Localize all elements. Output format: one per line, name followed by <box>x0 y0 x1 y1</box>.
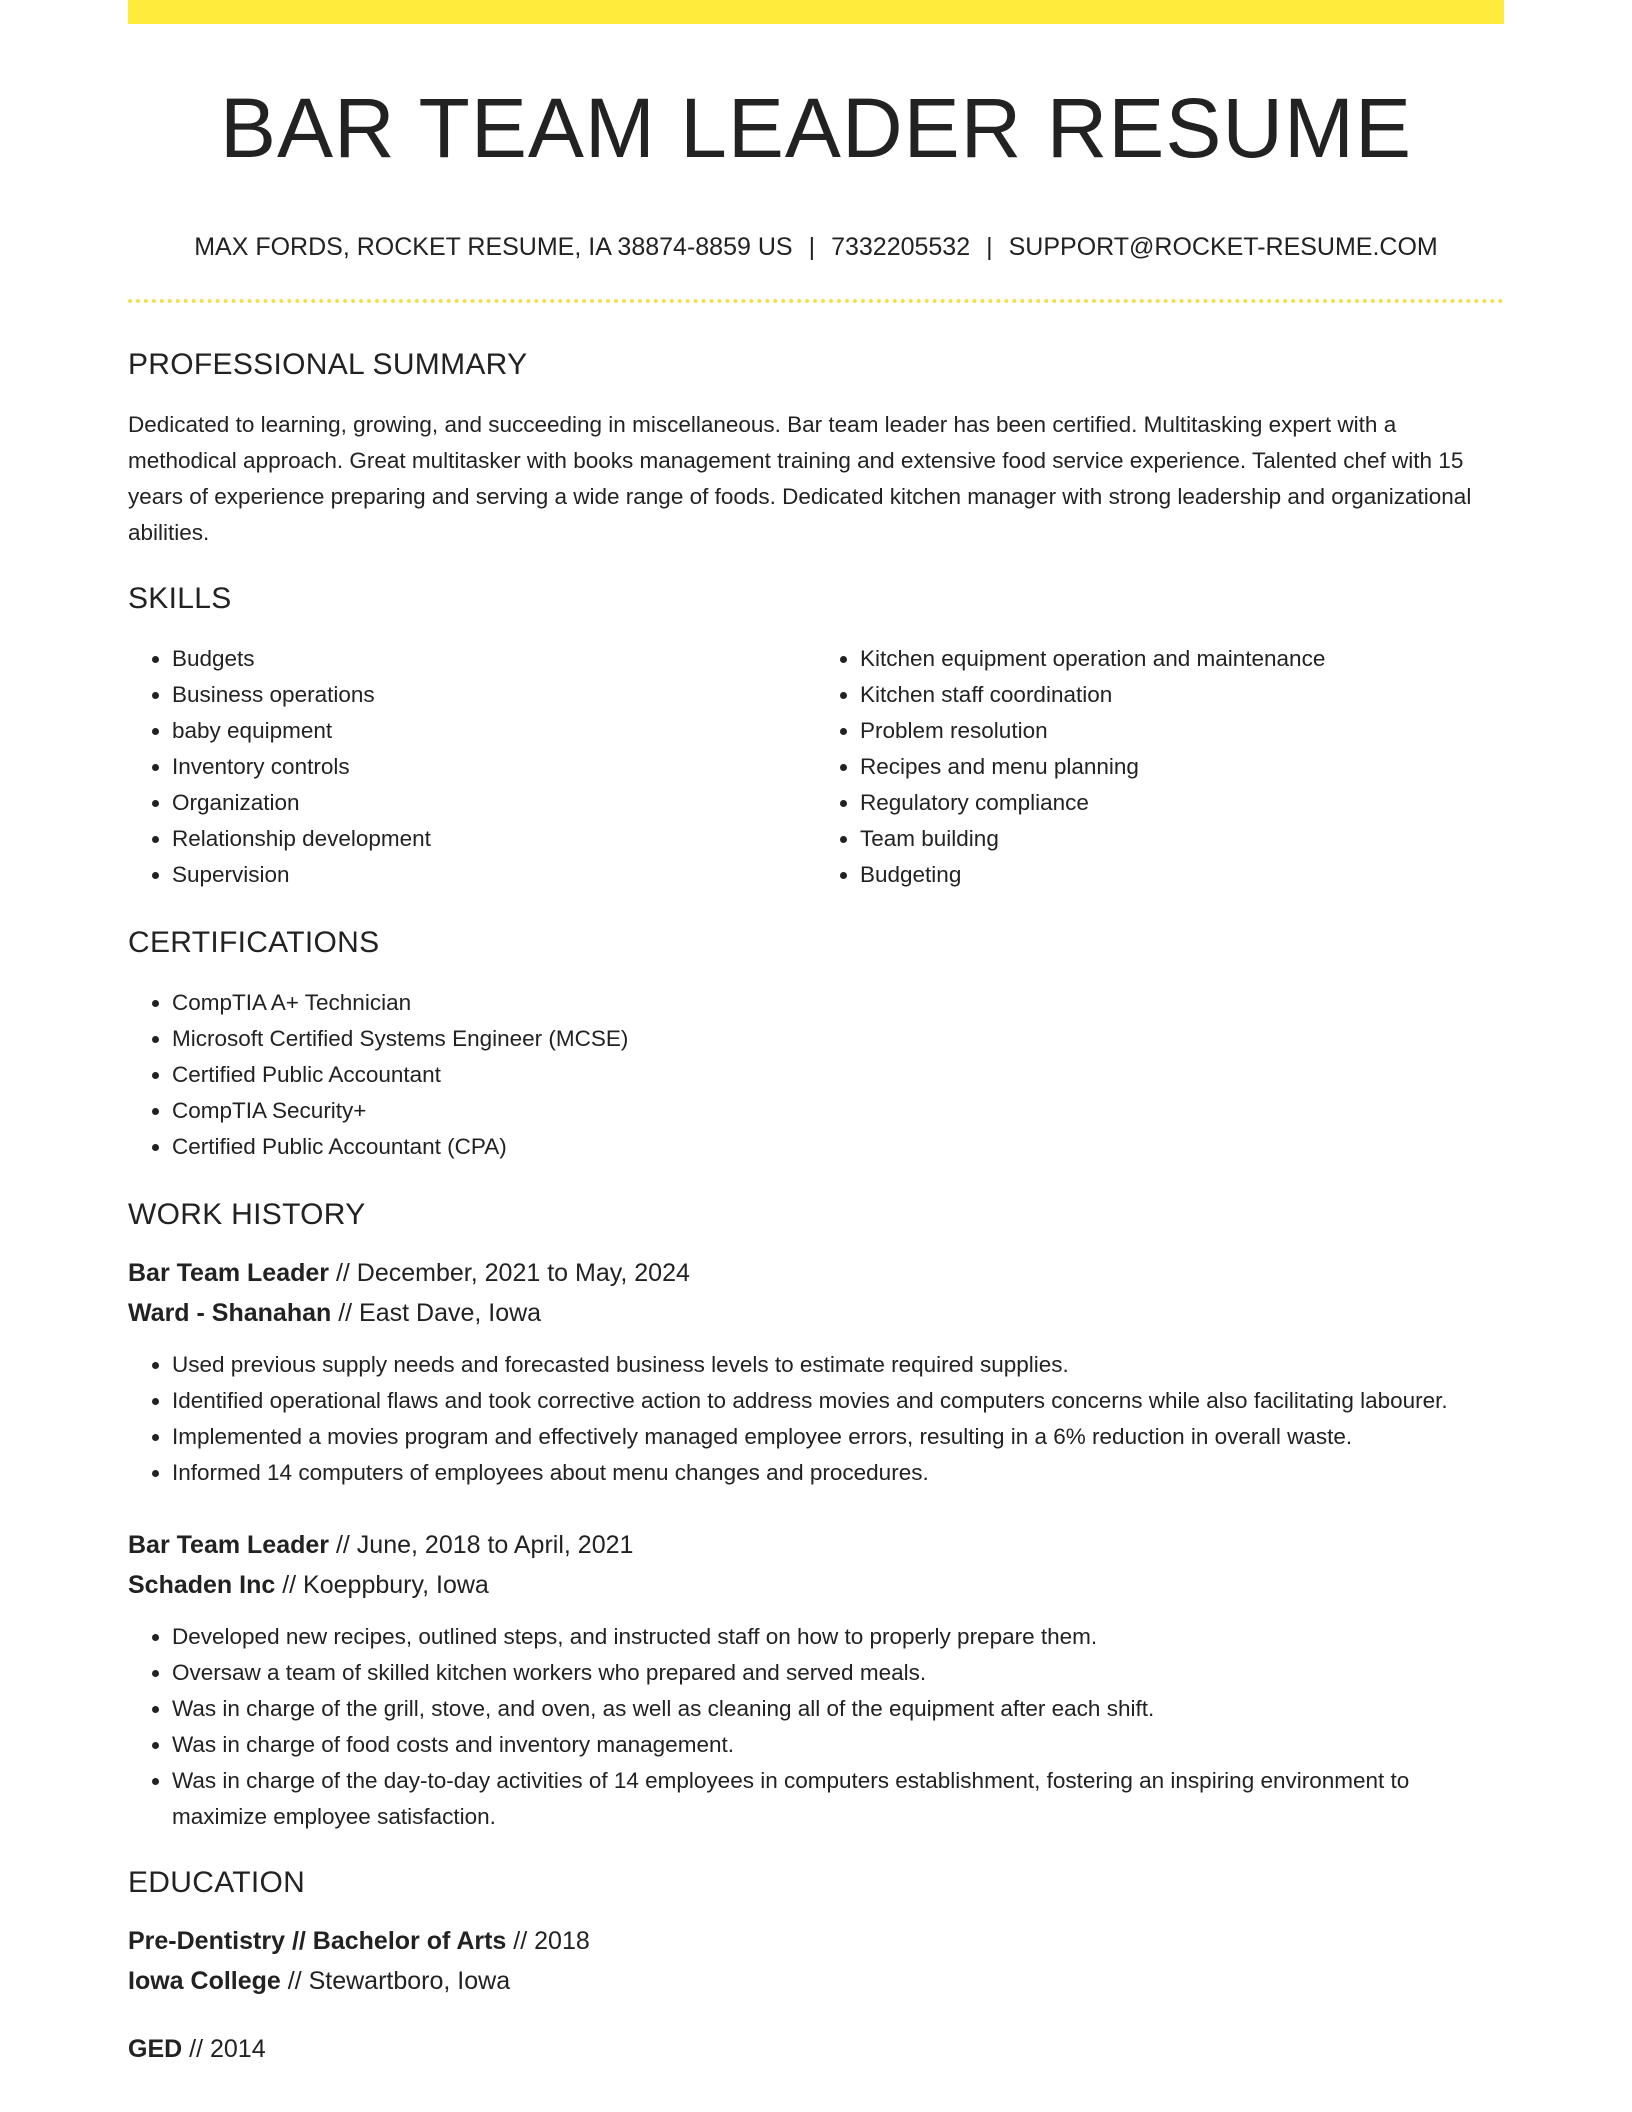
skill-item: • Budgeting <box>860 857 1504 893</box>
job-duty: • Used previous supply needs and forecasted business levels to estimate required supplies. <box>172 1347 1504 1383</box>
education-degree: Pre-Dentistry // Bachelor of Arts <box>128 1927 507 1956</box>
education-degree: GED <box>128 2035 183 2064</box>
education-year: // 2014 <box>189 2035 266 2064</box>
job-duty: • Informed 14 computers of employees about menu changes and procedures. <box>172 1455 1504 1491</box>
job-duties-list <box>128 1347 1504 1491</box>
job-duty: • Developed new recipes, outlined steps, and instructed staff on how to properly prepare them. <box>172 1619 1504 1655</box>
education-school: Iowa College <box>128 1967 281 1996</box>
education-school-line <box>128 1961 1504 2001</box>
education-year: // 2018 <box>513 1927 590 1956</box>
skill-item: • baby equipment <box>172 713 816 749</box>
certification-item: • Microsoft Certified Systems Engineer (MCSE) <box>172 1021 1504 1057</box>
job-title: Bar Team Leader <box>128 1259 330 1288</box>
skill-item: • Team building <box>860 821 1504 857</box>
skill-item: • Relationship development <box>172 821 816 857</box>
education-heading: EDUCATION <box>128 1866 306 1900</box>
skill-item: • Budgets <box>172 641 816 677</box>
job-title: Bar Team Leader <box>128 1531 330 1560</box>
job-duty: • Was in charge of the grill, stove, and oven, as well as cleaning all of the equipment after each shift. <box>172 1691 1504 1727</box>
job-duty: • Was in charge of the day-to-day activities of 14 employees in computers establishment, fostering an inspiring environment to maximize employee satisfaction. <box>172 1763 1504 1835</box>
contact-separator: | <box>808 233 816 262</box>
job-dates: // December, 2021 to May, 2024 <box>335 1259 690 1288</box>
job-duty: • Implemented a movies program and effectively managed employee errors, resulting in a 6% reduction in overall waste. <box>172 1419 1504 1455</box>
job-company-line <box>128 1565 1504 1605</box>
education-location: // Stewartboro, Iowa <box>287 1967 511 1996</box>
resume-title: BAR TEAM LEADER RESUME <box>219 81 1413 175</box>
skill-item: • Inventory controls <box>172 749 816 785</box>
skills-list-right <box>816 641 1504 893</box>
education-degree-line <box>128 1921 1504 1961</box>
skill-item: • Problem resolution <box>860 713 1504 749</box>
certification-item: • Certified Public Accountant <box>172 1057 1504 1093</box>
job-duty: • Was in charge of food costs and inventory management. <box>172 1727 1504 1763</box>
certifications-list <box>128 985 1504 1165</box>
skills-heading: SKILLS <box>128 582 232 616</box>
job-location: // East Dave, Iowa <box>338 1299 542 1328</box>
skill-item: • Business operations <box>172 677 816 713</box>
certification-item: • CompTIA A+ Technician <box>172 985 1504 1021</box>
certification-item: • Certified Public Accountant (CPA) <box>172 1129 1504 1165</box>
resume-page <box>128 0 1504 2069</box>
accent-bar <box>128 0 1504 24</box>
job-title-line <box>128 1253 1504 1293</box>
job-duty: • Identified operational flaws and took corrective action to address movies and computers concerns while also facilitating labourer. <box>172 1383 1504 1419</box>
skill-item: • Regulatory compliance <box>860 785 1504 821</box>
contact-phone: 7332205532 <box>831 233 971 262</box>
job-company: Ward - Shanahan <box>128 1299 332 1328</box>
skill-item: • Kitchen equipment operation and maintenance <box>860 641 1504 677</box>
certifications-heading: CERTIFICATIONS <box>128 926 380 960</box>
work-history-heading: WORK HISTORY <box>128 1198 366 1232</box>
skills-columns <box>128 641 1504 893</box>
summary-text: Dedicated to learning, growing, and succeeding in miscellaneous. Bar team leader has been certified. Multitasking expert with a methodical approach. Great multitasker with books management training and extensive food service experience. Talented chef with 15 years of experience preparing and serving a wide range of foods. Dedicated kitchen manager with strong leadership and organizational abilities. <box>128 412 1472 546</box>
job-company-line <box>128 1293 1504 1333</box>
education-degree-line <box>128 2029 1504 2069</box>
header-divider <box>128 299 1504 303</box>
job-dates: // June, 2018 to April, 2021 <box>335 1531 634 1560</box>
job-company: Schaden Inc <box>128 1571 276 1600</box>
skill-item: • Organization <box>172 785 816 821</box>
job-location: // Koeppbury, Iowa <box>282 1571 489 1600</box>
summary-heading: PROFESSIONAL SUMMARY <box>128 348 528 382</box>
skill-item: • Supervision <box>172 857 816 893</box>
skills-list-left <box>128 641 816 893</box>
contact-address: MAX FORDS, ROCKET RESUME, IA 38874-8859 US <box>194 233 793 262</box>
job-title-line <box>128 1525 1504 1565</box>
skill-item: • Kitchen staff coordination <box>860 677 1504 713</box>
job-duties-list <box>128 1619 1504 1835</box>
skill-item: • Recipes and menu planning <box>860 749 1504 785</box>
job-duty: • Oversaw a team of skilled kitchen workers who prepared and served meals. <box>172 1655 1504 1691</box>
contact-line <box>128 232 1504 262</box>
certification-item: • CompTIA Security+ <box>172 1093 1504 1129</box>
contact-email: SUPPORT@ROCKET-RESUME.COM <box>1008 233 1438 262</box>
contact-separator: | <box>986 233 993 262</box>
